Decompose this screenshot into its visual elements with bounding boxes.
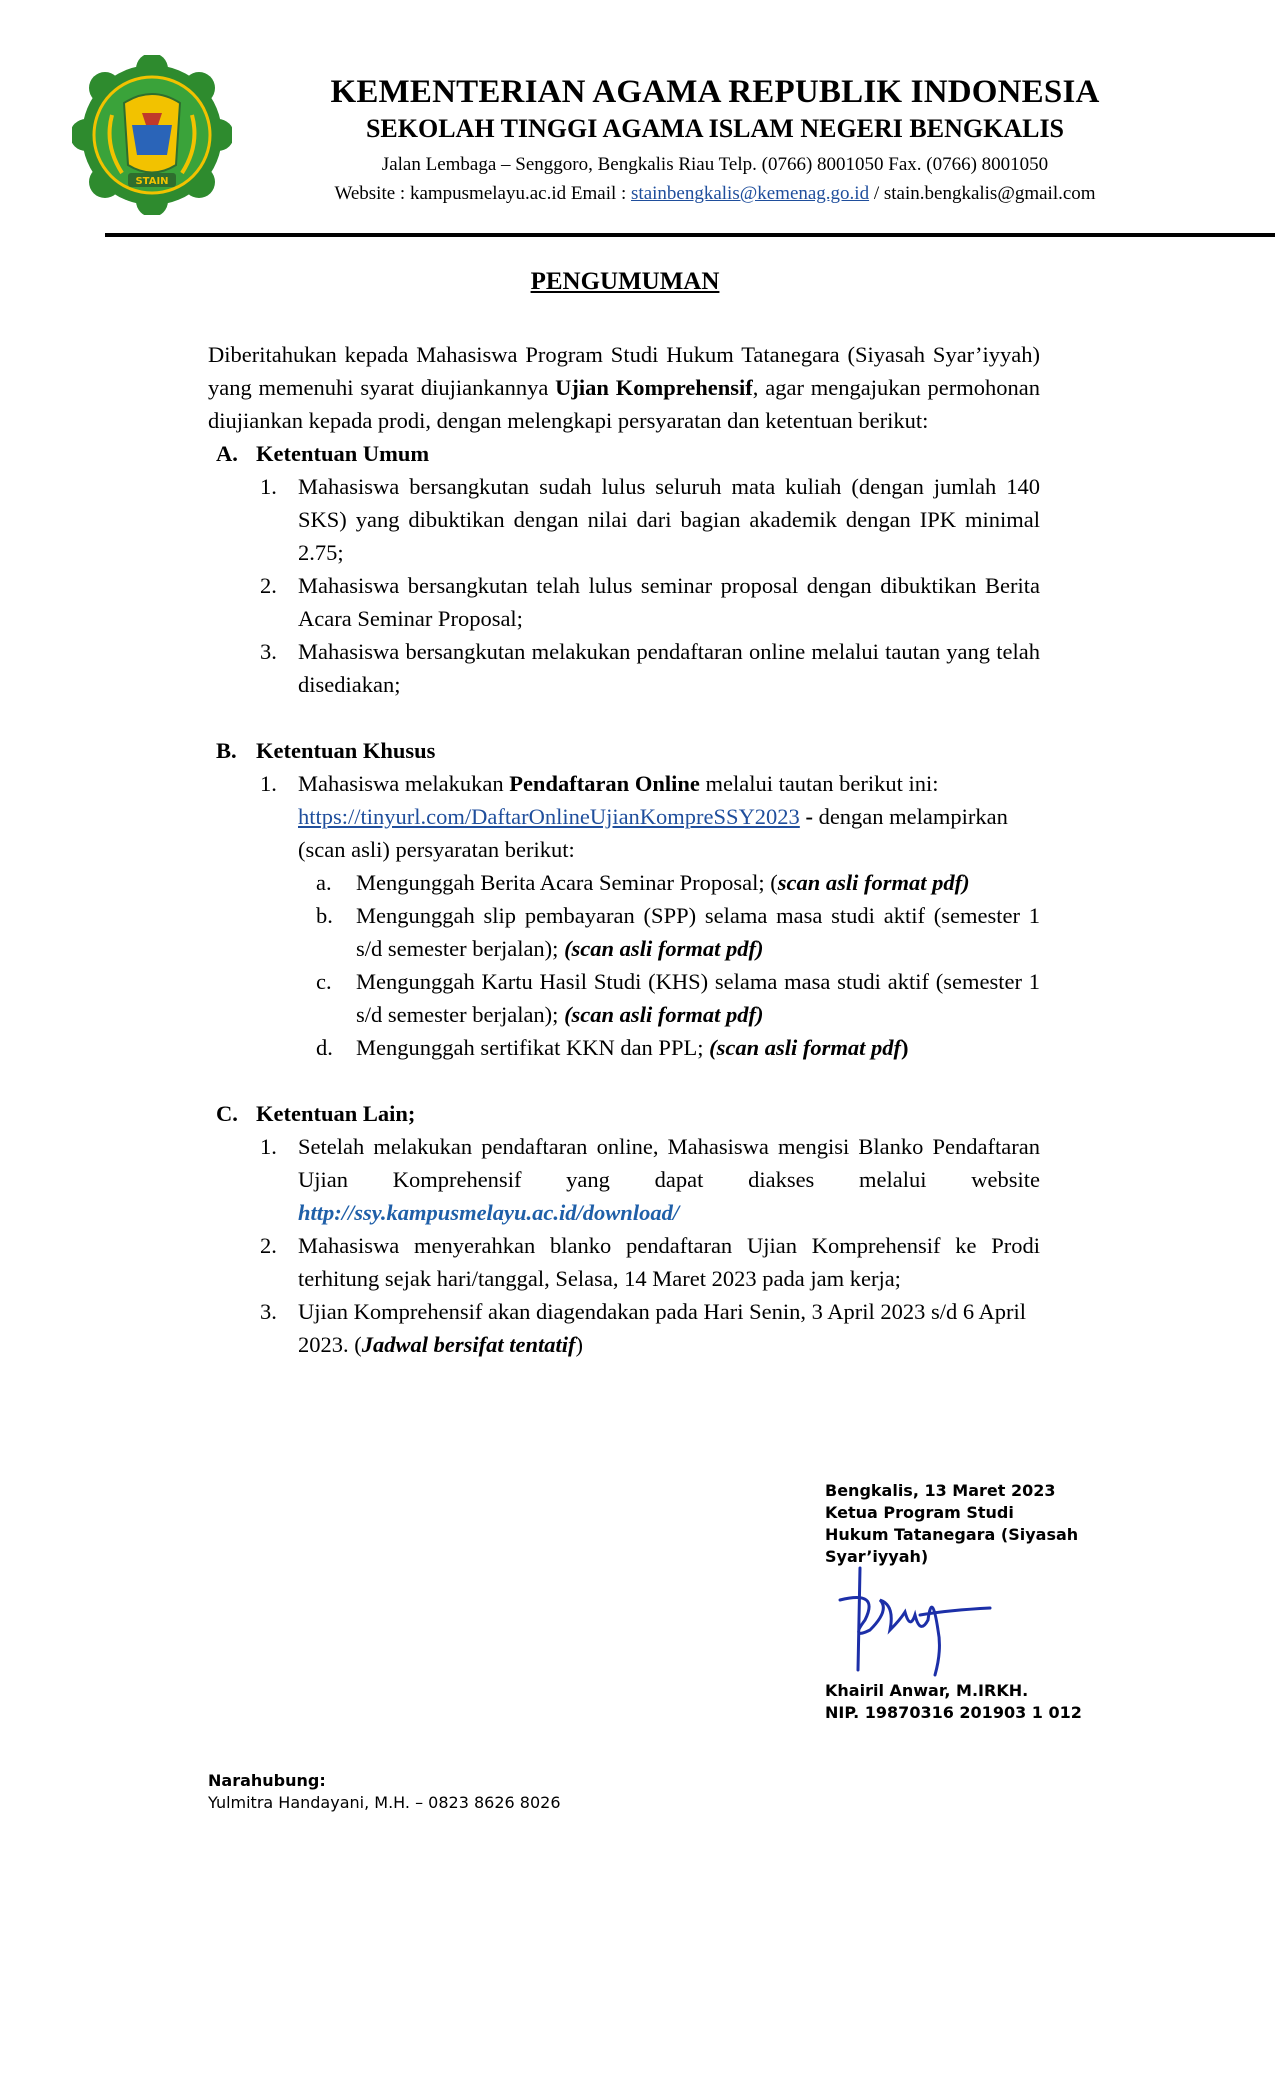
handwritten-signature <box>820 1560 1020 1680</box>
signer-name: Khairil Anwar, M.IRKH. <box>825 1681 1029 1700</box>
signer-identity <box>825 1680 1145 1724</box>
email-secondary: / stain.bengkalis@gmail.com <box>869 183 1096 204</box>
item-number: 1. <box>260 474 277 499</box>
list-item <box>208 569 1040 635</box>
ministry-name: KEMENTERIAN AGAMA REPUBLIK INDONESIA <box>330 74 1100 110</box>
announcement-body <box>208 338 1040 1361</box>
sub-text: Mengunggah Kartu Hasil Studi (KHS) selama masa studi aktif (semester 1 s/d semester berjalan); <box>356 969 1040 1027</box>
item-number: 2. <box>260 1233 277 1258</box>
item-dash: - <box>799 804 819 829</box>
contact-label: Narahubung: <box>208 1771 326 1790</box>
sub-text: Mengunggah Berita Acara Seminar Proposal; ( <box>356 870 778 895</box>
address-line: Jalan Lembaga – Senggoro, Bengkalis Riau Telp. (0766) 8001050 Fax. (0766) 8001050 <box>381 154 1049 175</box>
item-text: Mahasiswa menyerahkan blanko pendaftaran Ujian Komprehensif ke Prodi terhitung sejak hari/tanggal, Selasa, 14 Maret 2023 pada jam kerja; <box>298 1233 1040 1291</box>
item-number: 3. <box>260 639 277 664</box>
sub-text: Mengunggah slip pembayaran (SPP) selama masa studi aktif (semester 1 s/d semester berjalan); <box>356 903 1040 961</box>
item-text: Mahasiswa melakukan <box>298 771 510 796</box>
item-number: 3. <box>260 1299 277 1324</box>
item-number: 1. <box>260 1134 277 1159</box>
sub-number: b. <box>316 903 333 928</box>
section-b-heading <box>208 734 1040 767</box>
section-a-heading <box>208 437 1040 470</box>
list-item <box>208 635 1040 701</box>
list-item <box>208 470 1040 569</box>
sub-number: a. <box>316 870 332 895</box>
list-item <box>208 1130 1040 1229</box>
item-number: 2. <box>260 573 277 598</box>
signer-nip: NIP. 19870316 201903 1 012 <box>825 1703 1082 1722</box>
section-c-heading <box>208 1097 1040 1130</box>
logo-text: STAIN <box>135 176 169 187</box>
sub-item <box>208 899 1040 965</box>
sub-emphasis: (scan asli format pdf <box>709 1035 901 1060</box>
sub-emphasis: (scan asli format pdf) <box>564 936 764 961</box>
contact-person <box>208 1770 808 1814</box>
sub-emphasis: (scan asli format pdf) <box>564 1002 764 1027</box>
page-title: PENGUMUMAN <box>530 268 720 295</box>
signer-role-2: Hukum Tatanegara (Siyasah <box>825 1525 1079 1544</box>
contact-line <box>240 180 1190 208</box>
intro-paragraph <box>208 338 1040 437</box>
section-a-letter: A. <box>216 441 238 466</box>
download-link[interactable]: http://ssy.kampusmelayu.ac.id/download/ <box>298 1200 680 1225</box>
signature-block <box>825 1480 1125 1568</box>
header-divider <box>105 233 1275 237</box>
section-a-title: Ketentuan Umum <box>256 441 430 466</box>
signer-role-1: Ketua Program Studi <box>825 1503 1014 1522</box>
item-text: Mahasiswa bersangkutan telah lulus seminar proposal dengan dibuktikan Berita Acara Seminar Proposal; <box>298 573 1040 631</box>
signer-role-3: Syar’iyyah) <box>825 1547 929 1566</box>
registration-link[interactable]: https://tinyurl.com/DaftarOnlineUjianKompreSSY2023 <box>298 804 800 829</box>
email-link[interactable]: stainbengkalis@kemenag.go.id <box>631 183 870 204</box>
stain-logo <box>72 55 232 215</box>
sub-item <box>208 965 1040 1031</box>
place-date: Bengkalis, 13 Maret 2023 <box>825 1481 1056 1500</box>
contact-value: Yulmitra Handayani, M.H. – 0823 8626 8026 <box>208 1793 561 1812</box>
letterhead <box>240 72 1190 208</box>
section-b <box>208 734 1040 1064</box>
list-item <box>208 767 1040 866</box>
sub-text: Mengunggah sertifikat KKN dan PPL; <box>356 1035 710 1060</box>
institution-name: SEKOLAH TINGGI AGAMA ISLAM NEGERI BENGKALIS <box>365 114 1065 143</box>
sub-number: c. <box>316 969 332 994</box>
sub-item <box>208 1031 1040 1064</box>
section-c-letter: C. <box>216 1101 238 1126</box>
item-text: Ujian Komprehensif akan diagendakan pada Hari Senin, 3 April 2023 s/d 6 April 2023. ( <box>298 1299 1026 1357</box>
item-text-mid: melalui tautan berikut ini: <box>699 771 939 796</box>
list-item <box>208 1295 1040 1361</box>
list-item <box>208 1229 1040 1295</box>
section-c-title: Ketentuan Lain; <box>256 1101 416 1126</box>
sub-item <box>208 866 1040 899</box>
item-tail: ) <box>575 1332 583 1357</box>
item-text: Setelah melakukan pendaftaran online, Mahasiswa mengisi Blanko Pendaftaran Ujian Komprehensif yang dapat diakses melalui website <box>298 1134 1040 1192</box>
section-c <box>208 1097 1040 1361</box>
item-text-post: dengan melampirkan (scan asli) persyaratan berikut: <box>298 804 1008 862</box>
item-text: Mahasiswa bersangkutan sudah lulus seluruh mata kuliah (dengan jumlah 140 SKS) yang dibuktikan dengan nilai dari bagian akademik dengan IPK minimal 2.75; <box>298 474 1040 565</box>
section-b-title: Ketentuan Khusus <box>256 738 436 763</box>
item-emphasis: Jadwal bersifat tentatif <box>361 1332 576 1357</box>
intro-text-1: Diberitahukan kepada Mahasiswa Program Studi Hukum Tatanegara (Siyasah Syar’iyyah) yang memenuhi syarat diujiankannya <box>208 342 1040 400</box>
sub-number: d. <box>316 1035 333 1060</box>
sub-emphasis: scan asli format pdf) <box>777 870 970 895</box>
intro-text-2: , agar mengajukan permohonan diujiankan kepada prodi, dengan melengkapi persyaratan dan ketentuan berikut: <box>208 375 1040 433</box>
section-a <box>208 437 1040 701</box>
intro-bold: Ujian Komprehensif <box>555 375 753 400</box>
sub-tail: ) <box>900 1035 909 1060</box>
section-b-letter: B. <box>216 738 237 763</box>
item-number: 1. <box>260 771 277 796</box>
website-text: Website : kampusmelayu.ac.id Email : <box>334 183 632 204</box>
item-bold: Pendaftaran Online <box>509 771 700 796</box>
item-text: Mahasiswa bersangkutan melakukan pendaftaran online melalui tautan yang telah disediakan; <box>298 639 1040 697</box>
